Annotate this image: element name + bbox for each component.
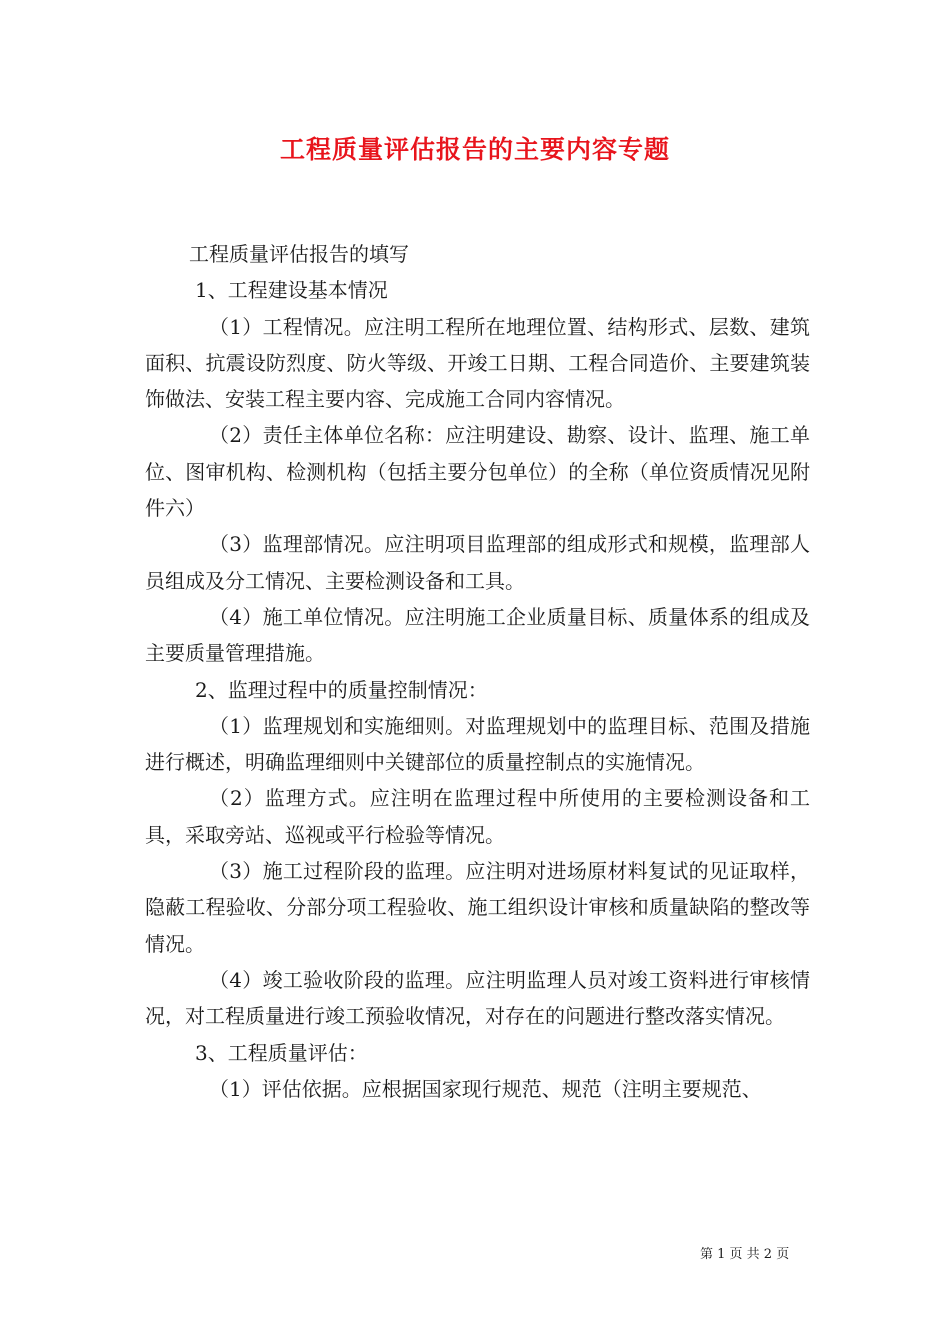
body-paragraph: 工程质量评估报告的填写: [189, 242, 409, 266]
body-paragraph: （2）监理方式。应注明在监理过程中所使用的主要检测设备和工具，采取旁站、巡视或平行检验等情况。: [145, 786, 810, 847]
body-paragraph: （1）评估依据。应根据国家现行规范、规范（注明主要规范、: [209, 1076, 762, 1101]
body-paragraph: （4）竣工验收阶段的监理。应注明监理人员对竣工资料进行审核情况，对工程质量进行竣工预验收情况，对存在的问题进行整改落实情况。: [145, 967, 810, 1029]
body-paragraph: （4）施工单位情况。应注明施工企业质量目标、质量体系的组成及主要质量管理措施。: [145, 604, 810, 666]
section-heading: 2、监理过程中的质量控制情况：: [195, 677, 488, 702]
body-paragraph: （1）工程情况。应注明工程所在地理位置、结构形式、层数、建筑面积、抗震设防烈度、防火等级、开竣工日期、工程合同造价、主要建筑装饰做法、安装工程主要内容、完成施工合同内容情况。: [145, 314, 810, 412]
section-heading: 1、工程建设基本情况: [195, 278, 388, 303]
document-body: [145, 236, 810, 1107]
body-paragraph: （1）监理规划和实施细则。对监理规划中的监理目标、范围及措施进行概述，明确监理细则中关键部位的质量控制点的实施情况。: [145, 713, 810, 775]
body-paragraph: （2）责任主体单位名称：应注明建设、勘察、设计、监理、施工单位、图审机构、检测机构（包括主要分包单位）的全称（单位资质情况见附件六）: [145, 423, 810, 521]
body-paragraph: （3）监理部情况。应注明项目监理部的组成形式和规模，监理部人员组成及分工情况、主要检测设备和工具。: [145, 532, 810, 593]
page-number: 第 1 页 共 2 页: [700, 1247, 790, 1262]
body-paragraph: （3）施工过程阶段的监理。应注明对进场原材料复试的见证取样，隐蔽工程验收、分部分项工程验收、施工组织设计审核和质量缺陷的整改等情况。: [145, 859, 810, 956]
document-title: 工程质量评估报告的主要内容专题: [279, 135, 670, 164]
section-heading: 3、工程质量评估：: [195, 1040, 368, 1065]
